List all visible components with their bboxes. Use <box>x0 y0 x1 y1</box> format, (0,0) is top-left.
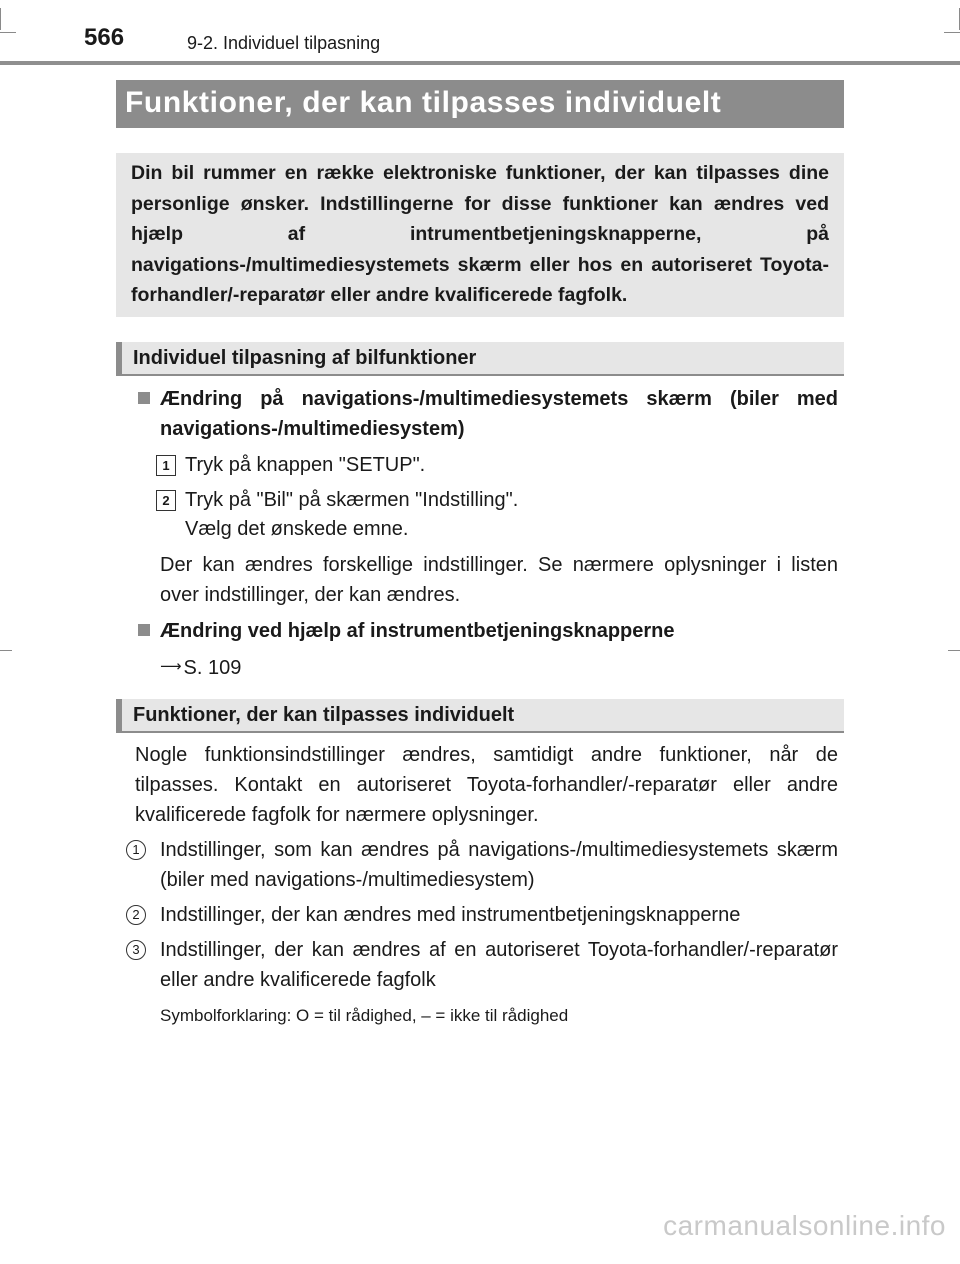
step-text: Tryk på knappen "SETUP". <box>185 454 426 476</box>
page-reference <box>160 654 241 684</box>
crop-mark <box>948 650 960 651</box>
list-item <box>138 384 838 444</box>
step-number-badge: 2 <box>156 490 176 511</box>
square-bullet-icon <box>138 392 150 404</box>
header-rule <box>0 61 960 65</box>
symbol-legend: Symbolforklaring: O = til rådighed, – = ikke til rådighed <box>160 1006 569 1025</box>
circled-number-badge: 2 <box>126 905 146 925</box>
list-item <box>138 616 838 646</box>
step-text: Tryk på "Bil" på skærmen "Indstilling". <box>185 489 519 511</box>
step-1 <box>156 451 846 480</box>
numbered-item-3 <box>126 935 838 995</box>
numbered-item-text: Indstillinger, der kan ændres af en autoriseret Toyota-forhandler/-reparatør eller andre kvalificerede fagfolk <box>160 939 838 991</box>
item-title: Ændring på navigations-/multimediesystemets skærm (biler med navigations-/multimediesystem) <box>160 388 838 440</box>
crop-mark <box>0 8 1 30</box>
watermark: carmanualsonline.info <box>663 1210 946 1241</box>
note-text: Der kan ændres forskellige indstillinger. Se nærmere oplysninger i listen over indstillinger, der kan ændres. <box>160 554 838 606</box>
page-title: Funktioner, der kan tilpasses individuelt <box>116 80 844 128</box>
section-heading-functions: Funktioner, der kan tilpasses individuelt <box>116 699 844 733</box>
circled-number-badge: 1 <box>126 840 146 860</box>
info-paragraph <box>135 740 838 830</box>
crop-mark <box>944 32 960 33</box>
step-2 <box>156 486 846 544</box>
item-title: Ændring ved hjælp af instrumentbetjeningsknapperne <box>160 620 675 642</box>
numbered-item-text: Indstillinger, som kan ændres på navigations-/multimediesystemets skærm (biler med navigations-/multimediesystem) <box>160 839 838 891</box>
numbered-item-1 <box>126 835 838 895</box>
info-text: Nogle funktionsindstillinger ændres, samtidigt andre funktioner, når de tilpasses. Kontakt en autoriseret Toyota-forhandler/-reparatør eller andre kvalificerede fagfolk for nærmere oplysninger. <box>135 744 838 826</box>
chapter-label: 9-2. Individuel tilpasning <box>187 33 381 53</box>
intro-box <box>116 153 844 317</box>
square-bullet-icon <box>138 624 150 636</box>
circled-number-badge: 3 <box>126 940 146 960</box>
step-number-badge: 1 <box>156 455 176 476</box>
section-heading-customization: Individuel tilpasning af bilfunktioner <box>116 342 844 376</box>
numbered-item-text: Indstillinger, der kan ændres med instrumentbetjeningsknapperne <box>160 904 741 926</box>
step-text-continued: Vælg det ønskede emne. <box>185 518 409 540</box>
numbered-item-2 <box>126 900 838 930</box>
crop-mark <box>0 32 16 33</box>
note-paragraph <box>160 550 838 610</box>
page-number: 566 <box>84 24 125 51</box>
page-reference-link[interactable]: S. 109 <box>183 657 242 679</box>
arrow-right-icon: ⟶ <box>160 658 182 675</box>
crop-mark <box>0 650 12 651</box>
intro-text: Din bil rummer en række elektroniske funktioner, der kan tilpasses dine personlige ønsker. Indstillingerne for disse funktioner kan ændres ved hjælp af intrumentbetjeningsknapperne, på navigations-/multimediesystemets skærm eller hos en autoriseret Toyota-forhandler/-reparatør eller andre kvalificerede fagfolk. <box>131 162 829 306</box>
